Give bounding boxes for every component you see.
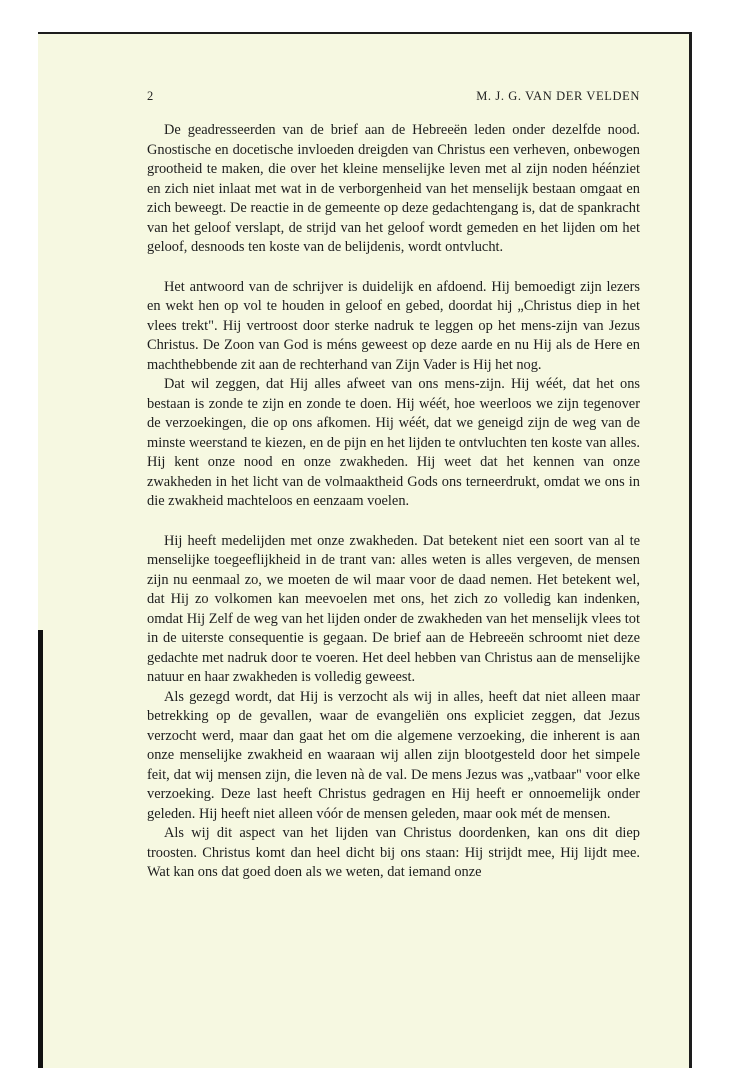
author-header: M. J. G. VAN DER VELDEN — [476, 89, 640, 103]
paragraph: De geadresseerden van de brief aan de Hebreeën leden onder dezelfde nood. Gnostische en docetische invloeden dreigden van Christus een verheven, onbewogen grootheid te maken, die over het kleine menselijke leven met al zijn noden héénziet en zich niet inlaat met wat in de verborgenheid van het menselijk bestaan omgaat en zich beweegt. De reactie in de gemeente op deze gedachtengang is, dat de spankracht van het geloof verslapt, de strijd van het geloof wordt gemeden en het lijden om het geloof, desnoods ten koste van de belijdenis, wordt ontvlucht. — [147, 122, 640, 255]
paragraph: Als gezegd wordt, dat Hij is verzocht als wij in alles, heeft dat niet alleen maar betrekking op de gevallen, waar de evangeliën ons expliciet zeggen, dat Jezus verzocht werd, maar dan gaat het om die algemene verzoeking, die inherent is aan onze menselijke zwakheid en waaraan wij allen zijn blootgesteld door het simpele feit, dat wij mensen zijn, die leven nà de val. De mens Jezus was „vatbaar" voor elke verzoeking. Deze last heeft Christus gedragen en Hij heeft er onnoemelijk onder geleden. Hij heeft niet alleen vóór de mensen geleden, maar ook mét de mensen. — [147, 688, 640, 822]
paragraph: Als wij dit aspect van het lijden van Christus doordenken, kan ons dit diep troosten. Christus komt dan heel dicht bij ons staan: Hij strijdt mee, Hij lijdt mee. Wat kan ons dat goed doen als we weten, dat iemand onze — [147, 825, 640, 880]
page-number: 2 — [147, 89, 154, 103]
body-text — [147, 121, 640, 883]
binding-edge — [38, 630, 43, 1068]
paragraph: Dat wil zeggen, dat Hij alles afweet van ons mens-zijn. Hij wéét, dat het ons bestaan is zonde te zijn en zonde te doen. Hij wéét, hoe weerloos we zijn tegenover de verzoekingen, die op ons afkomen. Hij wéét, dat we geneigd zijn de weg van de minste weerstand te kiezen, en de pijn en het lijden te ontvluchten ten koste van alles. Hij kent onze nood en onze zwakheden. Hij weet dat het kennen van onze zwakheden in het licht van de volmaaktheid Gods ons terneerdrukt, omdat we ons in die zwakheid machteloos en eenzaam voelen. — [147, 376, 640, 509]
paragraph: Het antwoord van de schrijver is duidelijk en afdoend. Hij bemoedigt zijn lezers en wekt hen op vol te houden in geloof en gebed, doordat hij „Christus diep in het vlees trekt". Hij vertroost door sterke nadruk te leggen op het mens-zijn van Jezus Christus. De Zoon van God is méns geweest op deze aarde en nu Hij als de Here en machthebbende zit aan de rechterhand van Zijn Vader is Hij het nog. — [147, 278, 640, 373]
paragraph: Hij heeft medelijden met onze zwakheden. Dat betekent niet een soort van al te menselijke toegeeflijkheid in de trant van: alles weten is alles vergeven, de mensen zijn nu eenmaal zo, we moeten de wil maar voor de daad nemen. Het betekent wel, dat Hij zo volkomen kan meevoelen met ons, het zich zo volledig kan indenken, omdat Hij Zelf de weg van het lijden onder de zwakheden van het menselijk vlees tot in de uiterste consequentie is gegaan. De brief aan de Hebreeën schroomt niet deze gedachte met nadruk door te voeren. Het deel hebben van Christus aan de menselijke natuur en haar zwakheden is volledig geweest. — [147, 532, 640, 685]
